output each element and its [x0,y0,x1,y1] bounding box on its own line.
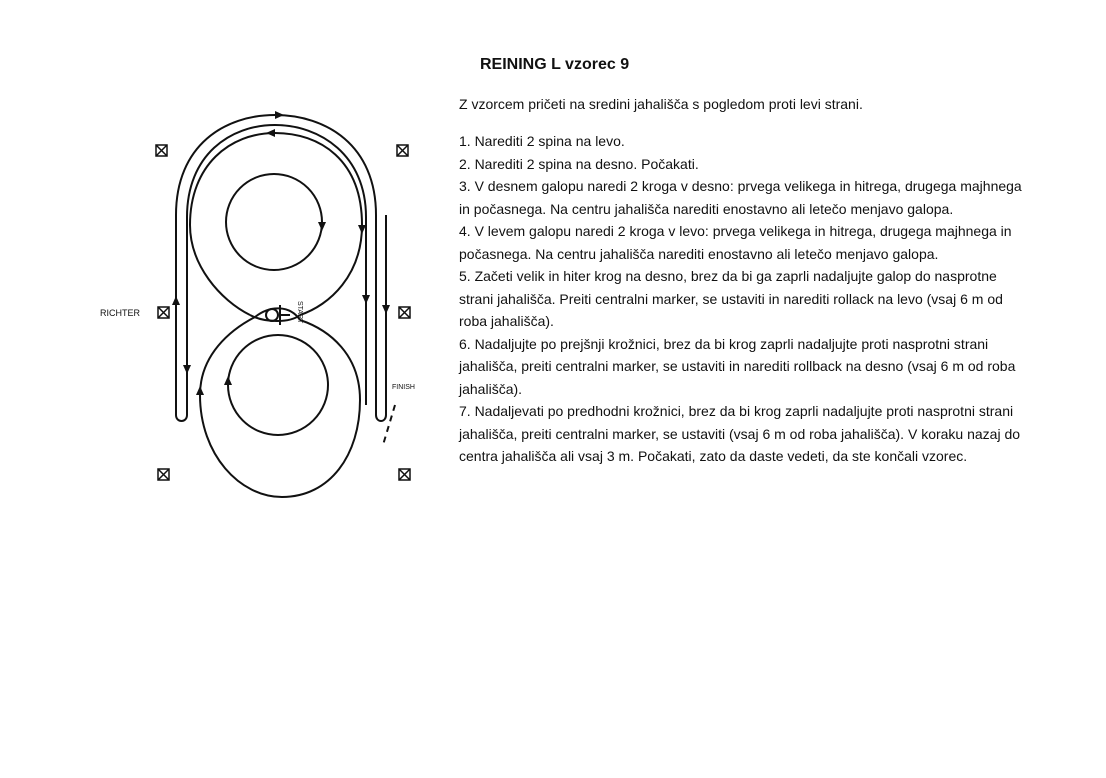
upper-small-circle [226,174,322,270]
reining-pattern-diagram [90,105,435,510]
step-6: 6. Nadaljujte po prejšnji krožnici, brez da bi krog zaprli nadaljujte proti nasprotni strani jahališča, preiti centralni marker, se ustaviti in narediti rollback na desno (vsaj 6 m od roba jahališča). [459,335,1016,397]
step-4: 4. V levem galopu naredi 2 kroga v levo: prvega velikega in hitrega, drugega majhnega in počasnega. Na centru jahališča narediti enostavno ali letečo menjavo galopa. [459,223,1012,262]
step-2: 2. Narediti 2 spina na desno. Počakati. [459,155,699,172]
lower-small-circle [228,335,328,435]
upper-large-loop [190,133,362,315]
finish-dash [383,405,395,445]
richter-label: RICHTER [100,308,140,318]
step-5: 5. Začeti velik in hiter krog na desno, brez da bi ga zaprli nadaljujte galop do nasprotne strani jahališča. Preiti centralni marker, se ustaviti in narediti rollack na levo (vsaj 6 m od roba jahališča). [459,268,1003,329]
marker-mid-left [158,307,169,318]
marker-mid-right [399,307,410,318]
outer-track-left [176,115,376,415]
rundown-right-inner [176,415,187,421]
steps-list [459,130,1029,468]
marker-top-left [156,145,167,156]
marker-top-right [397,145,408,156]
marker-bottom-left [158,469,169,480]
step-7: 7. Nadaljevati po predhodni krožnici, brez da bi krog zaprli nadaljujte proti nasprotni strani jahališča, preiti centralni marker, se ustaviti (vsaj 6 m od roba jahališča). V koraku nazaj do centra jahališča ali vsaj 3 m. Počakati, zato da daste vedeti, da ste končali vzorec. [459,403,1021,464]
start-label: START [296,301,303,324]
marker-bottom-right [399,469,410,480]
finish-label: FINISH [392,384,415,391]
intro-text: Z vzorcem pričeti na sredini jahališča s pogledom proti levi strani. [459,96,863,112]
lower-large-loop [200,317,360,497]
rundown-right-outer [376,215,386,421]
document-title: REINING L vzorec 9 [480,56,630,73]
step-3: 3. V desnem galopu naredi 2 kroga v desno: prvega velikega in hitrega, drugega majhnega in počasnega. Na centru jahališča narediti enostavno ali letečo menjavo galopa. [459,178,1022,217]
step-1: 1. Narediti 2 spina na levo. [459,133,625,149]
